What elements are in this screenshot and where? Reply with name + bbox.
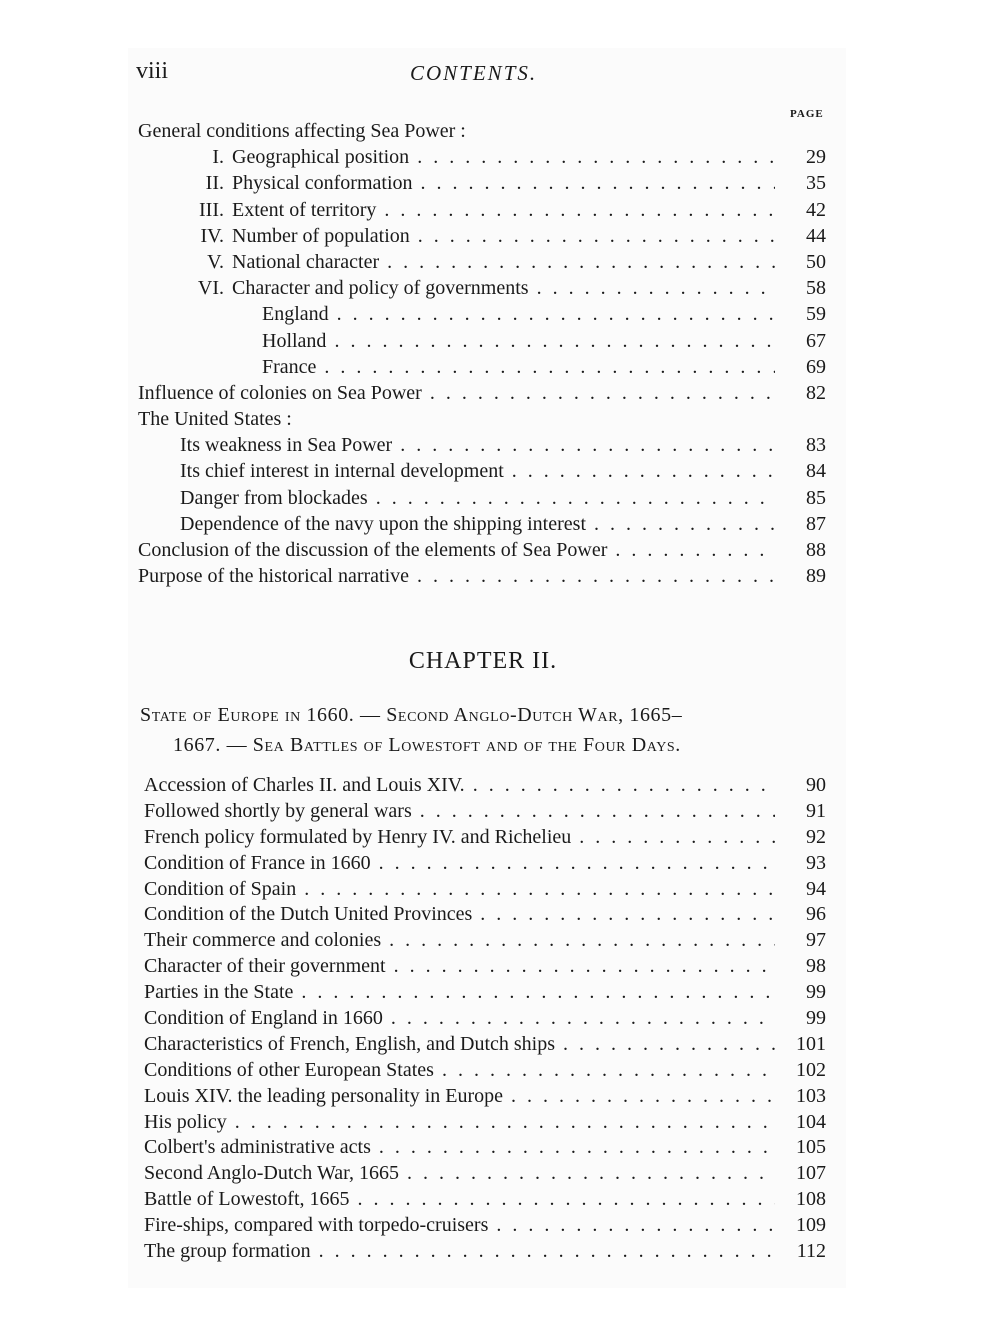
- toc-entry-page: 88: [806, 539, 826, 561]
- toc-entry: [0, 144, 1000, 170]
- toc-entry: [0, 170, 1000, 196]
- toc-entry-title: Character of their government . . .: [144, 954, 775, 980]
- chapter-summary-line1: State of Europe in 1660. — Second Anglo-Dutch War, 1665–: [140, 704, 683, 726]
- toc-entry-title: Danger from blockades . . .: [180, 485, 775, 511]
- toc-entry: [0, 825, 1000, 851]
- chapter-summary: [140, 700, 830, 760]
- toc-entry: [0, 223, 1000, 249]
- toc-entry-page: 35: [806, 172, 826, 195]
- toc-entry: [0, 954, 1000, 980]
- toc-entry: [0, 773, 1000, 799]
- toc-entry-page: 107: [796, 1162, 826, 1185]
- toc-entry-page: 92: [806, 825, 826, 848]
- folio-number: viii: [136, 58, 169, 84]
- toc-entry-title: The United States :: [138, 408, 292, 431]
- toc-entry-page: 67: [806, 329, 826, 352]
- toc-entry-title: Its weakness in Sea Power . . .: [180, 432, 775, 458]
- toc-entry-title: French policy formulated by Henry IV. and Richelieu . . .: [144, 825, 775, 851]
- toc-entry: [0, 980, 1000, 1006]
- toc-entry-page: 108: [796, 1188, 826, 1211]
- toc-entry: [0, 537, 1000, 563]
- toc-entry: [0, 354, 1000, 380]
- toc-entry-page: 104: [796, 1110, 826, 1133]
- toc-entry-title: General conditions affecting Sea Power :: [138, 120, 466, 142]
- toc-entry-page: 94: [806, 877, 826, 900]
- toc-entry-title: Battle of Lowestoft, 1665 . . .: [144, 1187, 775, 1213]
- toc-entry-title: Fire-ships, compared with torpedo-cruisers . . .: [144, 1213, 775, 1239]
- toc-entry-page: 112: [796, 1240, 826, 1263]
- toc-entry: [0, 1135, 1000, 1161]
- page-column-label: PAGE: [790, 108, 824, 120]
- toc-entry: [0, 458, 1000, 484]
- toc-entry-page: 82: [806, 381, 826, 404]
- toc-entry-title: Condition of England in 1660 . . .: [144, 1006, 775, 1032]
- toc-entry-page: 85: [806, 486, 826, 509]
- toc-entry-page: 93: [806, 851, 826, 874]
- toc-entry-title: Number of population . . .: [232, 223, 775, 249]
- toc-entry-title: Condition of the Dutch United Provinces . . .: [144, 902, 775, 928]
- toc-entry-page: 98: [806, 955, 826, 978]
- toc-entry-numeral: V.: [207, 250, 224, 273]
- toc-entry-title: Condition of France in 1660 . . .: [144, 851, 775, 877]
- toc-entry-page: 99: [806, 1007, 826, 1030]
- toc-entry-title: Geographical position . . .: [232, 144, 775, 170]
- toc-entry-title: Physical conformation . . .: [232, 170, 775, 196]
- toc-entry-title: His policy . . .: [144, 1110, 775, 1136]
- toc-entry-numeral: II.: [205, 172, 224, 195]
- toc-entry: [0, 928, 1000, 954]
- toc-entry-page: 42: [806, 198, 826, 221]
- toc-entry-title: Character and policy of governments . . .: [232, 275, 775, 301]
- toc-entry: [0, 406, 1000, 432]
- toc-entry: [0, 432, 1000, 458]
- toc-entry-page: 99: [806, 981, 826, 1004]
- toc-entry: [0, 380, 1000, 406]
- toc-entry-numeral: III.: [199, 198, 224, 221]
- toc-entry: [0, 1110, 1000, 1136]
- toc-entry: [0, 249, 1000, 275]
- toc-entry: [0, 275, 1000, 301]
- toc-entry-title: Holland . . .: [262, 328, 775, 354]
- toc-entry-title: Their commerce and colonies . . .: [144, 928, 775, 954]
- toc-entry-page: 29: [806, 146, 826, 169]
- toc-entry-title: Condition of Spain . . .: [144, 877, 775, 903]
- toc-entry-numeral: IV.: [200, 224, 224, 247]
- toc-entry-title: National character . . .: [232, 249, 775, 275]
- toc-entry-title: Parties in the State . . .: [144, 980, 775, 1006]
- contents-list-part1: [0, 118, 1000, 589]
- toc-entry-page: 91: [806, 799, 826, 822]
- toc-entry: [0, 118, 1000, 144]
- contents-list-part2: [0, 773, 1000, 1265]
- toc-entry-title: Second Anglo-Dutch War, 1665 . . .: [144, 1161, 775, 1187]
- toc-entry: [0, 902, 1000, 928]
- toc-entry: [0, 301, 1000, 327]
- toc-entry-page: 50: [806, 250, 826, 273]
- toc-entry-title: Purpose of the historical narrative . . .: [138, 563, 775, 589]
- toc-entry-title: Dependence of the navy upon the shipping interest . . .: [180, 511, 775, 537]
- toc-entry-title: Conclusion of the discussion of the elements of Sea Power . . .: [138, 537, 775, 563]
- toc-entry-page: 97: [806, 929, 826, 952]
- toc-entry: [0, 511, 1000, 537]
- toc-entry: [0, 485, 1000, 511]
- toc-entry-page: 109: [796, 1214, 826, 1237]
- toc-entry-title: Followed shortly by general wars . . .: [144, 799, 775, 825]
- toc-entry-page: 59: [806, 303, 826, 326]
- toc-entry-title: Louis XIV. the leading personality in Europe . . .: [144, 1084, 775, 1110]
- toc-entry-title: Influence of colonies on Sea Power . . .: [138, 380, 775, 406]
- toc-entry-title: Extent of territory . . .: [232, 197, 775, 223]
- toc-entry: [0, 851, 1000, 877]
- toc-entry: [0, 328, 1000, 354]
- toc-entry: [0, 877, 1000, 903]
- toc-entry: [0, 1084, 1000, 1110]
- toc-entry-page: 44: [806, 224, 826, 247]
- toc-entry: [0, 1213, 1000, 1239]
- toc-entry-page: 102: [796, 1058, 826, 1081]
- toc-entry-title: Accession of Charles II. and Louis XIV. . . .: [144, 773, 775, 799]
- toc-entry-numeral: I.: [212, 146, 224, 169]
- toc-entry-page: 90: [806, 774, 826, 796]
- running-title: CONTENTS.: [410, 61, 538, 85]
- toc-entry-page: 105: [796, 1136, 826, 1159]
- toc-entry-page: 87: [806, 512, 826, 535]
- toc-entry: [0, 1187, 1000, 1213]
- toc-entry-title: Conditions of other European States . . .: [144, 1058, 775, 1084]
- chapter-heading-text: CHAPTER II.: [408, 648, 558, 674]
- toc-entry-page: 101: [796, 1032, 826, 1055]
- toc-entry-title: The group formation . . .: [144, 1239, 775, 1265]
- toc-entry: [0, 197, 1000, 223]
- toc-entry: [0, 1161, 1000, 1187]
- toc-entry: [0, 799, 1000, 825]
- toc-entry-title: Characteristics of French, English, and Dutch ships . . .: [144, 1032, 775, 1058]
- toc-entry-title: Its chief interest in internal development . . .: [180, 458, 775, 484]
- toc-entry-page: 96: [806, 903, 826, 926]
- toc-entry-page: 84: [806, 460, 826, 483]
- toc-entry-page: 83: [806, 434, 826, 457]
- toc-entry-page: 69: [806, 355, 826, 378]
- toc-entry: [0, 1032, 1000, 1058]
- toc-entry: [0, 1006, 1000, 1032]
- toc-entry: [0, 1239, 1000, 1265]
- toc-entry-title: England . . .: [262, 301, 775, 327]
- toc-entry: [0, 1058, 1000, 1084]
- toc-entry-page: 58: [806, 277, 826, 300]
- chapter-summary-line2: 1667. — Sea Battles of Lowestoft and of the Four Days.: [173, 734, 681, 756]
- chapter-heading: [0, 648, 1000, 675]
- toc-entry-page: 103: [796, 1084, 826, 1107]
- toc-entry-numeral: VI.: [197, 277, 224, 300]
- toc-entry-title: Colbert's administrative acts . . .: [144, 1135, 775, 1161]
- toc-entry-page: 89: [806, 565, 826, 588]
- toc-entry: [0, 563, 1000, 589]
- toc-entry-title: France . . .: [262, 354, 775, 380]
